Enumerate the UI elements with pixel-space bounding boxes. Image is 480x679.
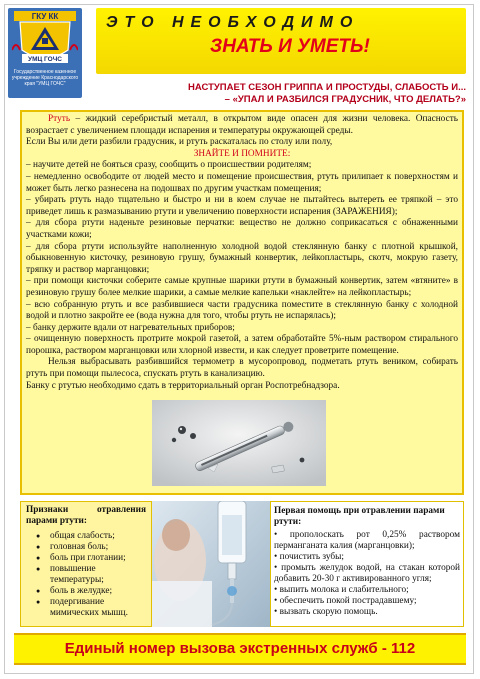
symptoms-list <box>26 531 150 619</box>
list-item: – для сбора ртути используйте наполненную холодной водой стеклянную банку с плотной крышкой, обыкновенную кисточку, резиновую грушу, бумажный конвертик, лейкопластырь, скотч, мокрую газету, тряпку и раствор марганцовки; <box>26 241 458 275</box>
list-item: ● повышение температуры; <box>26 564 150 586</box>
list-item: – очищенную поверхность протрите мокрой газетой, а затем обработайте 5%-ным раствором стирального порошка, раствором марганцовки или хлорной извести, и как следует проветрите помещение. <box>26 334 458 356</box>
header-title: ЭТО НЕОБХОДИМО <box>106 14 360 31</box>
list-item: – немедленно освободите от людей место и помещение происшествия, ртуть прилипает к поверхностям и может быть легко разнесена на подошвах по другим участкам помещения; <box>26 171 458 194</box>
subheading <box>96 82 466 106</box>
list-item: – научите детей не бояться сразу, сообщить о происшествии родителям; <box>26 160 312 171</box>
list-item: • обеспечить покой пострадавшему; <box>274 596 460 607</box>
list-item: ● боль в желудке; <box>26 586 150 597</box>
list-item: • почистить зубы; <box>274 552 460 563</box>
list-item: – банку держите вдали от нагревательных приборов; <box>26 322 235 333</box>
broken-thermometer-image <box>152 400 326 486</box>
intro-term: Ртуть <box>48 114 71 124</box>
symptoms-title: Признаки отравления парами ртути: <box>26 505 146 526</box>
emblem-icon <box>12 10 78 68</box>
list-item: – для сбора ртути наденьте резиновые перчатки: вещество не должно соприкасаться с обнаженными участками кожи; <box>26 218 458 240</box>
main-text <box>26 114 458 392</box>
logo-org-short: ГКУ КК <box>31 12 59 21</box>
list-item: ● головная боль; <box>26 542 150 553</box>
list-item: – при помощи кисточки соберите самые крупные шарики ртути в бумажный конвертик, затем «втяните» в резиновую грушу более мелкие шарики, а самые мелкие капельки «наклейте» на лейкопластырь; <box>26 276 458 298</box>
list-item: • вызвать скорую помощь. <box>274 607 460 618</box>
list-item: • выпить молока и слабительного; <box>274 585 460 596</box>
list-item: • промыть желудок водой, на стакан которой добавить 20-30 г активированного угля; <box>274 563 460 585</box>
first-aid-title: Первая помощь при отравлении парами ртути: <box>274 506 445 527</box>
logo-org-name: Государственное казенное учреждение Краснодарского края "УМЦ ГОЧС" <box>11 69 79 87</box>
header-subtitle: ЗНАТЬ И УМЕТЬ! <box>210 36 370 57</box>
emergency-number: Единый номер вызова экстренных служб - 112 <box>64 640 416 657</box>
subheading-line2: – «УПАЛ И РАЗБИЛСЯ ГРАДУСНИК, ЧТО ДЕЛАТЬ?» <box>224 94 466 105</box>
subheading-line1: НАСТУПАЕТ СЕЗОН ГРИППА И ПРОСТУДЫ, СЛАБОСТЬ И... <box>187 82 466 93</box>
final-paragraph: Банку с ртутью необходимо сдать в территориальный орган Роспотребнадзора. <box>26 380 340 391</box>
warning-paragraph: Нельзя выбрасывать разбившийся термометр в мусоропровод, подметать ртуть веником, собирать ртуть при помощи пылесоса, спускать ртуть в канализацию. <box>26 357 458 380</box>
intro-paragraph <box>26 114 458 137</box>
list-item: ● подергивание мимических мышц. <box>26 597 150 619</box>
remember-heading: ЗНАЙТЕ И ПОМНИТЕ: <box>193 148 291 159</box>
list-item: ● общая слабость; <box>26 531 150 542</box>
logo-emblem-label: УМЦ ГОЧС <box>28 56 62 63</box>
paragraph-broken-thermometer: Если Вы или дети разбили градусник, и ртуть раскаталась по столу или полу, <box>26 137 333 148</box>
list-item: ● боль при глотании; <box>26 553 150 564</box>
first-aid-list <box>274 530 460 618</box>
list-item: – всю собранную ртуть и все разбившиеся части градусника поместите в стеклянную банку с холодной водой и плотно закройте ее (вода нужна для того, чтобы ртуть не испарялась); <box>26 299 458 322</box>
list-item: • прополоскать рот 0,25% раствором перманганата калия (марганцовки); <box>274 530 460 552</box>
list-item: – убирать ртуть надо тщательно и быстро и ни в коем случае не пытайтесь вытереть ее тряпкой – это приведет лишь к размазыванию ртути и увеличению поверхности испарения (ЗАРАЖЕНИЯ); <box>26 195 458 217</box>
intro-rest: – жидкий серебристый металл, в открытом виде опасен для жизни человека. Опасность возрастает с увеличением площади испарения и температуры окружающей среды. <box>26 114 458 136</box>
iv-drip-image <box>152 501 270 627</box>
